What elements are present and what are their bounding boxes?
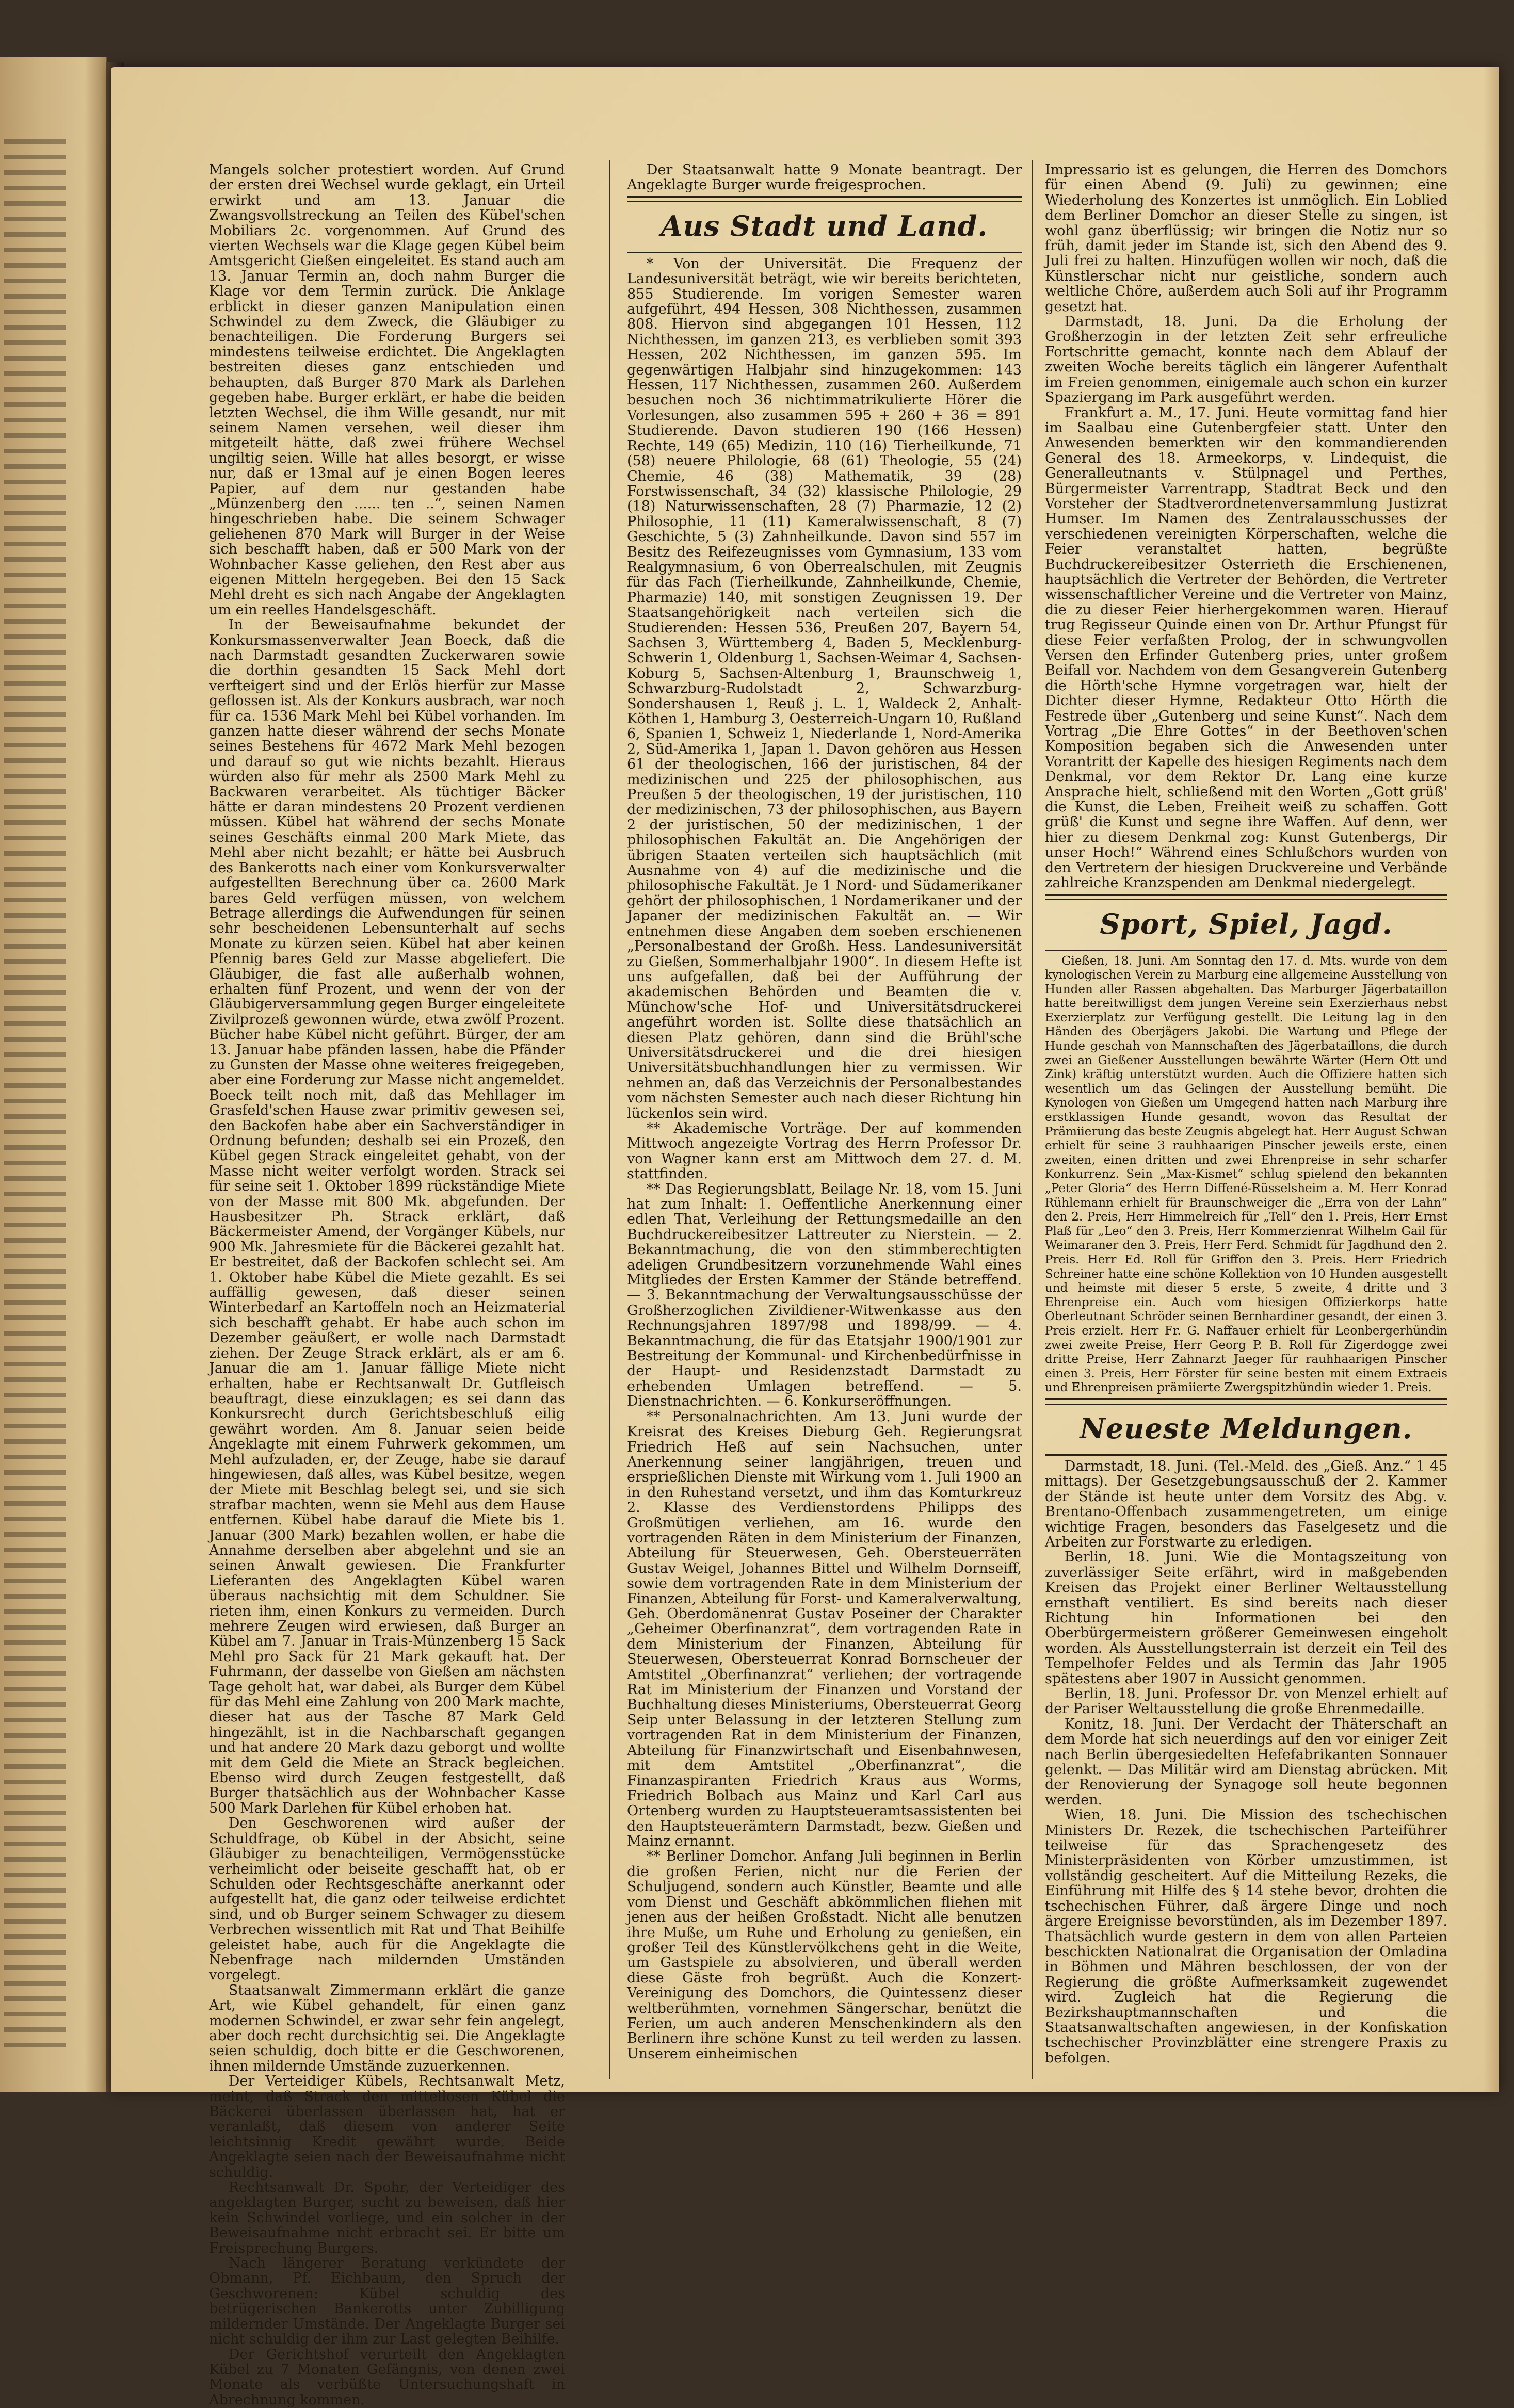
court-report-p8: Der Gerichtshof verurteilt den Angeklagten Kübel zu 7 Monaten Gefängnis, von denen zwei Monate als verbüßte Untersuchungshaft in Abrechnung kommen. [209,2346,565,2408]
news-rule-top [1045,1398,1447,1405]
previous-page-text-line [4,1207,66,1212]
latest-darmstadt: Darmstadt, 18. Juni. (Tel.-Meld. des „Gieß. Anz.“ 1 45 mittags). Der Gesetzgebungsausschuß der 2. Kammer der Stände ist heute unter dem Vorsitz des Abg. v. Brentano-Offenbach zusammengetreten, um einige wichtige Fragen, besonders das Faselgesetz und die Arbeiten zur Forstwarte zu erledigen. [1045,1458,1447,1550]
previous-page-text-line [4,1068,66,1072]
news-regierungsblatt: ** Das Regierungsblatt, Beilage Nr. 18, vom 15. Juni hat zum Inhalt: 1. Oeffentliche Anerkennung einer edlen That, Verleihung der Rettungsmedaille an den Buchdruckereibesitzer Lattreuter zu Nierstein. — 2. Bekanntmachung, die von den stimmberechtigten adeligen Grundbesitzern vorzunehmende Wahl eines Mitgliedes der Ersten Kammer der Stände betreffend. — 3. Bekanntmachung der Verwaltungsausschüsse der Großherzoglichen Zivildiener-Witwenkasse aus den Rechnungsjahren 1897/98 und 1898/99. — 4. Bekanntmachung, die für das Etatsjahr 1900/1901 zur Bestreitung der Kommunal- und Kirchenbedürfnisse in der Haupt- und Residenzstadt Darmstadt zu erhebenden Umlagen betreffend. — 5. Dienstnachrichten. — 6. Konkurseröffnungen. [627,1181,1022,1410]
previous-page-text-line [4,1455,66,1459]
previous-page-text-line [4,820,66,825]
previous-page-text-line [4,1934,66,1939]
previous-page-text-line [4,170,66,175]
previous-page-text-line [4,155,66,159]
sport-dog-show: Gießen, 18. Juni. Am Sonntag den 17. d. Mts. wurde von dem kynologischen Verein zu Marburg eine allgemeine Ausstellung von Hunden aller Rassen abgehalten. Das Marburger Jägerbataillon hatte bereitwilligst dem jungen Vereine sein Exerzierhaus nebst Exerzierplatz zur Verfügung gestellt. Die Leitung lag in den Händen des Oberjägers Jakobi. Die Wartung und Pflege der Hunde geschah von Mannschaften des Jägerbataillons, die durch zwei an Gießener Ausstellungen bewährte Wärter (Hern Ott und Zink) kräftig unterstützt wurden. Auch die Offiziere hatten sich wesentlich um das Gelingen der Ausstellung bemüht. Die Kynologen von Gießen um Umgegend hatten nach Marburg ihre erstklassigen Hunde gesandt, wovon das Resultat der Prämiierung das beste Zeugnis abgelegt hat. Herr August Schwan erhielt für seine 3 rauhhaarigen Pinscher jeweils erste, einen zweiten, einen dritten und zwei Ehrenpreise in sehr scharfer Konkurrenz. Sein „Max-Kismet“ schlug spielend den bekannten „Peter Gloria“ des Herrn Diffené-Rüsselsheim a. M. Herr Konrad Rühlemann erhielt für Braunschweiger die „Erra von der Lahn“ den 2. Preis, Herr Himmelreich für „Tell“ den 1. Preis, Herr Ernst Plaß für „Leo“ den 3. Preis, Herr Kommerzienrat Wilhelm Gail für Weimaraner den 3. Preis, Herr Ferd. Schmidt für Jagdhund den 2. Preis. Herr Ed. Roll für Griffon den 3. Preis. Herr Friedrich Schreiner hatte eine schöne Kollektion von 10 Hunden ausgestellt und heimste mit dieser 5 erste, 5 zweite, 4 dritte und 3 Ehrenpreise ein. Auch vom hiesigen Offizierkorps hatte Oberleutnant Schröder seinen Bernhardiner gesandt, der einen 3. Preis erzielt. Herr Fr. G. Naffauer erhielt für Leonbergerhündin zwei zweite Preise, Herr Georg P. B. Roll für Zigerdogge zwei dritte Preise, Herr Zahnarzt Jaeger für rauhhaarigen Pinscher einen 3. Preis, Herr Förster für seine besten mit einem Extraeis und Ehrenpreisen prämiierte Zwergspitzhündin wieder 1. Preis. [1045,954,1447,1395]
previous-page-text-line [4,217,66,221]
previous-page-text-line [4,1393,66,1397]
previous-page-text-line [4,495,66,500]
news-domchor: ** Berliner Domchor. Anfang Juli beginnen in Berlin die großen Ferien, nicht nur die Ferien der Schuljugend, sondern auch Künstler, Beamte und alle vom Dienst und Geschäft abkömmlichen fliehen mit jenen aus der heißen Großstadt. Nicht alle benutzen ihre Muße, um Ruhe und Erholung zu genießen, ein großer Teil des Künstlervölkchens geht in die Weite, um Gastspiele zu absolvieren, und überall werden diese Gäste froh begrüßt. Auch die Konzert-Vereinigung des Domchors, die Quintessenz dieser weltberühmten, vornehmen Sängerschar, benützt die Ferien, um auch anderen Menschenkindern als den Berlinern ihre schöne Kunst zu teil werden zu lassen. Unserem einheimischen [627,1848,1022,2062]
previous-page-text-line [4,1640,66,1645]
sport-rule-top [1045,894,1447,900]
court-report-p1: Mangels solcher protestiert worden. Auf Grund der ersten drei Wechsel wurde geklagt, ein Urteil erwirkt und am 13. Januar die Zwangsvollstreckung an Teilen des Kübel'schen Mobiliars 2c. vorgenommen. Auf Grund des vierten Wechsels war die Klage gegen Kübel beim Amtsgericht Gießen eingeleitet. Es stand auch am 13. Januar Termin an, doch nahm Burger die Klage vor dem Termin zurück. Die Anklage erblickt in dieser ganzen Manipulation einen Schwindel zu dem Zweck, die Gläubiger zu benachteiligen. Die Forderung Burgers sei mindestens teilweise erdichtet. Die Angeklagten bestreiten dieses ganz entschieden und behaupten, daß Burger 870 Mark als Darlehen gegeben habe. Burger erklärt, er habe die beiden letzten Wechsel, die ihm Wille gesandt, nur mit seinem Namen versehen, weil dieser ihm mitgeteilt hätte, daß zwei frühere Wechsel ungiltig seien. Wille hat alles besorgt, er wisse nur, daß er 13mal auf je einen Bogen leeres Papier, auf dem nur gestanden habe „Münzenberg den ...... ten ..“, seinen Namen hingeschrieben habe. Die seinem Schwager geliehenen 870 Mark will Burger in der Weise sich beschafft haben, daß er 500 Mark von der Wohnbacher Kasse geliehen, den Rest aber aus eigenen Mitteln hergegeben. Bei den 15 Sack Mehl dreht es sich nach Angabe der Angeklagten um ein reelles Handelsgeschäft. [209,162,565,618]
previous-page-text-line [4,959,66,964]
previous-page-text-line [4,743,66,747]
newspaper-page [111,67,1499,2408]
previous-page-text-line [4,1996,66,2001]
court-report-p7: Nach längerer Beratung verkündete der Obmann, Pf. Eichbaum, den Spruch der Geschworenen: Kübel schuldig des betrügerischen Bankerotts unter Zubilligung mildernder Umstände. Der Angeklagte Burger sei nicht schuldig der ihm zur Last gelegten Beihilfe. [209,2255,565,2348]
previous-page-text-line [4,1037,66,1042]
court-report-p5: Der Verteidiger Kübels, Rechtsanwalt Metz, meint, daß Strack den mittellosen Kübel die Bäckerei überlassen überlassen hat, hat er veranlaßt, daß diesem von anderer Seite leichtsinnig Kredit gewährt wurde. Beide Angeklagte seien nach der Beweisaufnahme nicht schuldig. [209,2073,565,2181]
previous-page-text-line [4,2043,66,2047]
previous-page-text-line [4,898,66,902]
previous-page-text-line [4,944,66,949]
previous-page-text-line [4,325,66,330]
previous-page-text-line [4,619,66,624]
latest-konitz: Konitz, 18. Juni. Der Verdacht der Thäterschaft an dem Morde hat sich neuerdings auf den vor einiger Zeit nach Berlin übergesiedelten Hefefabrikanten Sonnauer gelenkt. — Das Militär wird am Dienstag abrücken. Mit der Renovierung der Synagoge soll heute begonnen werden. [1045,1716,1447,1808]
previous-page-text-line [4,1439,66,1444]
latest-wien: Wien, 18. Juni. Die Mission des tschechischen Ministers Dr. Rezek, die tschechischen Parteiführer teilweise für das Sprachengesetz des Ministerpräsidenten von Körber umzustimmen, ist vollständig gescheitert. Auf die Mitteilung Rezeks, die Einführung mit Hilfe des § 14 stehe bevor, drohten die tschechischen Führer, daß ärgere Dinge und noch ärgere Ereignisse bevorstünden, als im Dezember 1897. Thatsächlich wurde gestern in dem von allen Parteien beschickten Nationalrat die Organisation der Omladina in Böhmen und Mähren beschlossen, der von der Regierung die größte Aufmerksamkeit zugewendet wird. Zugleich hat die Regierung die Bezirkshauptmannschaften und die Staatsanwaltschaften angewiesen, in der Konfiskation tschechischer Provinzblätter eine strengere Praxis zu befolgen. [1045,1807,1447,2066]
previous-page-text-line [4,1254,66,1258]
previous-page-text-line [4,1161,66,1165]
previous-page-text-line [4,1873,66,1877]
court-report-ending: Der Staatsanwalt hatte 9 Monate beantragt. Der Angeklagte Burger wurde freigesprochen. [627,162,1022,193]
previous-page-text-line [4,1919,66,1924]
previous-page-text-line [4,696,66,701]
previous-page-text-line [4,511,66,515]
previous-page-text-line [4,1764,66,1769]
previous-page-text-line [4,1950,66,1955]
previous-page-text-line [4,1718,66,1722]
previous-page-text-line [4,774,66,778]
previous-page-text-line [4,1842,66,1846]
previous-page-text-line [4,402,66,407]
previous-page-text-line [4,1733,66,1738]
previous-page-text-line [4,186,66,190]
previous-page-text-line [4,1470,66,1475]
previous-page-text-line [4,1424,66,1428]
previous-page-text-line [4,1099,66,1103]
previous-page-text-line [4,1780,66,1784]
previous-page-text-line [4,1671,66,1676]
previous-page-text-line [4,263,66,268]
previous-page-text-line [4,1223,66,1227]
previous-page-text-line [4,712,66,717]
previous-page-text-line [4,1021,66,1026]
column-1 [209,162,565,2407]
latest-berlin-expo: Berlin, 18. Juni. Wie die Montagszeitung von zuverlässiger Seite erfährt, wird in maßgebenden Kreisen das Projekt einer Berliner Weltausstellung ernsthaft ventiliert. Es sind bereits nach dieser Richtung hin Informationen bei den Oberbürgermeistern größerer Gemeinwesen eingeholt worden. Als Ausstellungsterrain ist derzeit ein Teil des Tempelhofer Feldes und als Termin das Jahr 1905 spätestens aber 1907 in Aussicht genommen. [1045,1549,1447,1687]
news-darmstadt: Darmstadt, 18. Juni. Da die Erholung der Großherzogin in der letzten Zeit sehr erfreuliche Fortschritte gemacht, konnte nach dem Ablauf der zweiten Woche bereits täglich ein längerer Aufenthalt im Freien genommen, einigemale auch schon ein kurzer Spaziergang im Park ausgeführt werden. [1045,314,1447,406]
section-rule-top [627,196,1022,202]
previous-page-text-line [4,1052,66,1057]
previous-page-text-line [4,1114,66,1119]
previous-page-text-line [4,1408,66,1413]
previous-page-text-line [4,1609,66,1614]
previous-page-text-line [4,1192,66,1196]
previous-page-text-line [4,1687,66,1691]
previous-page-text-line [4,1362,66,1366]
previous-page-text-line [4,1377,66,1382]
previous-page-text-line [4,480,66,484]
previous-page-text-line [4,1563,66,1568]
previous-page-text-line [4,356,66,361]
previous-page-text-line [4,1702,66,1707]
section-heading-neueste: Neueste Meldungen. [1080,1411,1413,1445]
previous-page-text-line [4,975,66,980]
previous-page-text-line [4,929,66,933]
previous-page-text-line [4,1130,66,1134]
news-university: * Von der Universität. Die Frequenz der Landesuniversität beträgt, wie wir bereits berichteten, 855 Studierende. Im vorigen Semester waren aufgeführt, 494 Hessen, 308 Nichthessen, zusammen 808. Hiervon sind abgegangen 101 Hessen, 112 Nichthessen, im ganzen 213, es verblieben somit 393 Hessen, 202 Nichthessen, im ganzen 595. Im gegenwärtigen Halbjahr sind hinzugekommen: 143 Hessen, 117 Nichthessen, zusammen 260. Außerdem besuchen noch 36 nichtimmatrikulierte Hörer die Vorlesungen, also zusammen 595 + 260 + 36 = 891 Studierende. Davon studieren 190 (166 Hessen) Rechte, 149 (65) Medizin, 110 (16) Tierheilkunde, 71 (58) neuere Philologie, 68 (61) Theologie, 55 (24) Chemie, 46 (38) Mathematik, 39 (28) Forstwissenschaft, 34 (32) klassische Philologie, 29 (18) Naturwissenschaften, 28 (7) Pharmazie, 12 (2) Philosophie, 11 (11) Kameralwissenschaft, 8 (7) Geschichte, 5 (3) Zahnheilkunde. Davon sind 557 im Besitz des Reifezeugnisses vom Gymnasium, 133 vom Realgymnasium, 6 von Oberrealschulen, mit Zeugnis für das Fach (Tierheilkunde, Zahnheilkunde, Chemie, Pharmazie) 140, mit sonstigen Zeugnissen 19. Der Staatsangehörigkeit nach verteilen sich die Studierenden: Hessen 536, Preußen 207, Bayern 54, Sachsen 3, Württemberg 4, Baden 5, Mecklenburg-Schwerin 1, Oldenburg 1, Sachsen-Weimar 4, Sachsen-Koburg 5, Sachsen-Altenburg 1, Braunschweig 1, Schwarzburg-Rudolstadt 2, Schwarzburg-Sondershausen 1, Reuß j. L. 1, Waldeck 2, Anhalt-Köthen 1, Hamburg 3, Oesterreich-Ungarn 10, Rußland 6, Spanien 1, Schweiz 1, Niederlande 1, Nord-Amerika 2, Süd-Amerika 1, Japan 1. Davon gehören aus Hessen 61 der theologischen, 166 der juristischen, 84 der medizinischen und 225 der philosophischen, aus Preußen 5 der theologischen, 19 der juristischen, 110 der medizinischen, 73 der philosophischen, aus Bayern 2 der juristischen, 50 der medizinischen, 1 der philosophischen Fakultät an. Die Angehörigen der übrigen Staaten verteilen sich hauptsächlich (mit Ausnahme von 4) auf die medizinische und die philosophische Fakultät. Je 1 Nord- und Südamerikaner gehört der philosophischen, 1 Nordamerikaner und der Japaner der medizinischen Fakultät an. — Wir entnehmen diese Angaben dem soeben erschienenen „Personalbestand der Großh. Hess. Landesuniversität zu Gießen, Sommerhalbjahr 1900“. In diesem Hefte ist uns aufgefallen, daß bei der Aufführung der akademischen Behörden und Beamten die v. Münchow'sche Hof- und Universitätsdruckerei angeführt worden ist. Sollte diese thatsächlich an diesen Platz gehören, dann sind die Brühl'sche Universitätsdruckerei und die drei hiesigen Universitätsbuchhandlungen hier zu vermissen. Wir nehmen an, daß das Verzeichnis der Personalbestandes vom nächsten Semester auch nach dieser Richtung hin lückenlos sein wird. [627,255,1022,1121]
previous-page-text-line [4,2027,66,2032]
previous-page-text-line [4,1346,66,1351]
previous-page-text-line [4,1532,66,1537]
previous-page-text-line [4,1656,66,1661]
previous-page-text-line [4,433,66,438]
previous-page-text-line [4,1176,66,1181]
previous-page-text-line [4,1579,66,1583]
court-report-p4: Staatsanwalt Zimmermann erklärt die ganze Art, wie Kübel gehandelt, für einen ganz modernen Schwindel, er zwar sehr fein angelegt, aber doch recht durchsichtig sei. Die Angeklagte seien schuldig, doch bitte er die Geschworenen, ihnen mildernde Umstände zuzuerkennen. [209,1982,565,2074]
previous-page-text-line [4,1981,66,1986]
previous-page-text-line [4,913,66,918]
previous-page-text-line [4,1083,66,1088]
previous-page-text-line [4,310,66,314]
previous-page-text-line [4,1517,66,1521]
previous-page-text-line [4,882,66,887]
previous-page-text-line [4,248,66,252]
previous-page-text-line [4,1284,66,1289]
previous-page-text-line [4,805,66,809]
previous-page-text-line [4,1315,66,1320]
previous-page-text-line [4,650,66,655]
previous-page-text-line [4,1238,66,1243]
previous-page-text-line [4,1006,66,1011]
previous-page-text-line [4,371,66,376]
previous-page-text-line [4,1145,66,1150]
previous-page-text-line [4,1625,66,1630]
previous-page-text-line [4,1594,66,1599]
column-3 [1045,162,1447,2065]
section-heading-sport: Sport, Spiel, Jagd. [1100,907,1393,940]
previous-page-text-line [4,387,66,392]
previous-page-text-line [4,2012,66,2016]
news-lectures: ** Akademische Vorträge. Der auf kommenden Mittwoch angezeigte Vortrag des Herrn Professor Dr. von Wagner kann erst am Mittwoch dem 27. d. M. stattfinden. [627,1120,1022,1182]
column-2 [627,162,1022,2061]
previous-page-text-line [4,851,66,856]
news-rule-bottom [1045,1454,1447,1456]
previous-page-text-line [4,1486,66,1490]
previous-page-text-line [4,1501,66,1506]
previous-page-text-line [4,1331,66,1336]
section-rule-bottom [627,252,1022,253]
previous-page-text-line [4,665,66,670]
previous-page-text-line [4,1300,66,1305]
previous-page-text-line [4,867,66,871]
previous-page-text-line [4,294,66,299]
previous-page-text-line [4,1903,66,1908]
previous-page-text-line [4,1965,66,1970]
previous-page-text-line [4,232,66,237]
previous-page-text-line [4,604,66,608]
previous-page-text-line [4,758,66,763]
previous-page-text-line [4,681,66,686]
news-domchor-cont: Impressario ist es gelungen, die Herren des Domchors für einen Abend (9. Juli) zu gewinnen; eine Wiederholung des Konzertes ist unmöglich. Ein Loblied dem Berliner Domchor an dieser Stelle zu singen, ist wohl ganz überflüssig; wir bringen die Notiz nur so früh, damit jeder im Stande ist, sich den Abend des 9. Juli frei zu halten. Hinzufügen wollen wir noch, daß die Künstlerschar nicht nur geistliche, sondern auch weltliche Chöre, außerdem auch Soli auf ihr Programm gesetzt hat. [1045,162,1447,315]
column-rule-1 [609,160,610,2079]
previous-page-text-line [4,139,66,144]
previous-page-text-line [4,418,66,422]
previous-page-text-line [4,1795,66,1800]
previous-page-text-line [4,1811,66,1815]
section-heading-stadt-und-land: Aus Stadt und Land. [661,209,988,242]
latest-berlin-menzel: Berlin, 18. Juni. Professor Dr. von Menzel erhielt auf der Pariser Weltausstellung die große Ehrenmedaille. [1045,1686,1447,1717]
previous-page-text-line [4,526,66,531]
court-report-p6: Rechtsanwalt Dr. Spohr, der Verteidiger des angeklagten Burger, sucht zu beweisen, daß hier kein Schwindel vorliege, und ein solcher in der Beweisaufnahme nicht erbracht sei. Er bitte um Freisprechung Burgers. [209,2179,565,2256]
previous-page-text-line [4,279,66,283]
court-report-p3: Den Geschworenen wird außer der Schuldfrage, ob Kübel in der Absicht, seine Gläubiger zu benachteiligen, Vermögensstücke verheimlicht oder beiseite geschafft hat, ob er Schulden oder Rechtsgeschäfte anerkannt oder aufgestellt hat, die ganz oder teilweise erdichtet sind, und ob Burger seinem Schwager zu diesem Verbrechen wissentlich mit Rat und That Beihilfe geleistet habe, auch für die Angeklagte die Nebenfrage nach mildernden Umständen vorgelegt. [209,1815,565,1983]
previous-page-text-line [4,990,66,995]
column-rule-2 [1032,160,1033,2079]
previous-page-text-line [4,836,66,840]
previous-page-text-line [4,1548,66,1552]
previous-page-text-line [4,1269,66,1274]
previous-page-text-line [4,1749,66,1753]
previous-page-text-line [4,789,66,794]
previous-page-text-line [4,1888,66,1893]
previous-page-text-line [4,1857,66,1862]
previous-page-edge [0,57,107,2092]
court-report-p2: In der Beweisaufnahme bekundet der Konkursmassenverwalter Jean Boeck, daß die nach Darmstadt gesandten Zuckerwaren sowie die dorthin gesandten 15 Sack Mehl dort verfteigert sind und der Erlös hierfür zur Masse geflossen ist. Als der Konkurs ausbrach, war noch für ca. 1536 Mark Mehl bei Kübel vorhanden. Im ganzen hatte dieser während der sechs Monate seines Bestehens für 4672 Mark Mehl bezogen und darauf so gut wie nichts bezahlt. Hieraus würden also für mehr als 2500 Mark Mehl zu Backwaren verarbeitet. Als tüchtiger Bäcker hätte er daran mindestens 20 Prozent verdienen müssen. Kübel hat während der sechs Monate seines Geschäfts einmal 200 Mark Miete, das Mehl aber nicht bezahlt; er hätte bei Ausbruch des Bankerotts nach einer vom Konkursverwalter aufgestellten Berechnung über ca. 2600 Mark bares Geld verfügen müssen, von welchem Betrage allerdings die Aufwendungen für seinen sehr bescheidenen Lebensunterhalt auf sechs Monate zu kürzen seien. Kübel hat aber keinen Pfennig bares Geld zur Masse abgeliefert. Die Gläubiger, die fast alle außerhalb wohnen, erhalten fünf Prozent, und wenn der von der Gläubigerversammlung gegen Burger eingeleitete Zivilprozeß gewonnen würde, etwa zwölf Prozent. Bücher habe Kübel nicht geführt. Bürger, der am 13. Januar habe pfänden lassen, habe die Pfänder zu Gunsten der Masse ohne weiteres freigegeben, aber eine Forderung zur Masse nicht angemeldet. Boeck teilt noch mit, daß das Mehllager im Grasfeld'schen Hause zwar primitiv gewesen sei, den Backofen habe aber ein Sachverständiger in Ordnung befunden; deshalb sei ein Prozeß, den Kübel gegen Strack eingeleitet gehabt, von der Masse nicht weiter verfolgt worden. Strack sei für seine seit 1. Oktober 1899 rückständige Miete von der Masse mit 800 Mk. abgefunden. Der Hausbesitzer Ph. Strack erklärt, daß Bäckermeister Amend, der Vorgänger Kübels, nur 900 Mk. Jahresmiete für die Bäckerei gezahlt hat. Er bestreitet, daß der Backofen schlecht sei. Am 1. Oktober habe Kübel die Miete gezahlt. Es sei auffällig gewesen, daß dieser seinen Winterbedarf an Kartoffeln noch an Heizmaterial sich beschafft gehabt. Er habe auch schon im Dezember geäußert, er wolle nach Darmstadt ziehen. Der Zeuge Strack erklärt, als er am 6. Januar die am 1. Januar fällige Miete nicht erhalten, habe er Rechtsanwalt Dr. Gutfleisch beauftragt, diese einzuklagen; es sei dann das Konkursrecht durch Gerichtsbeschluß eilig gewährt worden. Am 8. Januar seien beide Angeklagte mit einem Fuhrwerk gekommen, um Mehl aufzuladen, er, der Zeuge, habe sie darauf hingewiesen, daß alles, was Kübel besitze, wegen der Miete mit Beschlag belegt sei, und sie sich strafbar machten, wenn sie Mehl aus dem Hause entfernen. Kübel habe darauf die Miete bis 1. Januar (300 Mark) bezahlen wollen, er habe die Annahme derselben aber abgelehnt und sie an seinen Anwalt gewiesen. Die Frankfurter Lieferanten des Angeklagten Kübel waren überaus nachsichtig mit dem Schuldner. Sie rieten ihm, einen Konkurs zu vermeiden. Durch mehrere Zeugen wird erwiesen, daß Burger an Kübel am 7. Januar in Trais-Münzenberg 15 Sack Mehl pro Sack für 21 Mark gekauft hat. Der Fuhrmann, der dasselbe von Gießen am nächsten Tage geholt hat, war dabei, als Burger dem Kübel für das Mehl eine Zahlung von 200 Mark machte, dieser hat aus der Tasche 87 Mark Geld hingezählt, ist in die Nachbarschaft gegangen und hat andere 20 Mark dazu geborgt und wollte mit dem Geld die Miete an Strack begleichen. Ebenso wird durch Zeugen festgestellt, daß Burger thatsächlich aus der Wohnbacher Kasse 500 Mark Darlehen für Kübel erhoben hat. [209,617,565,1816]
previous-page-text-line [4,588,66,593]
previous-page-text-line [4,449,66,453]
previous-page-text-line [4,557,66,562]
previous-page-text-line [4,340,66,345]
news-personnel: ** Personalnachrichten. Am 13. Juni wurde der Kreisrat des Kreises Dieburg Geh. Regierungsrat Friedrich Heß auf sein Nachsuchen, unter Anerkennung seiner langjährigen, treuen und ersprießlichen Dienste mit Wirkung vom 1. Juli 1900 an in den Ruhestand versetzt, und ihm das Komturkreuz 2. Klasse des Verdienstordens Philipps des Großmütigen verliehen, am 16. wurde den vortragenden Räten in dem Ministerium der Finanzen, Abteilung für Steuerwesen, Geh. Obersteuerräten Gustav Weigel, Johannes Bittel und Wilhelm Dornseiff, sowie dem vortragenden Rate in dem Ministerium der Finanzen, Abteilung für Forst- und Kameralverwaltung, Geh. Oberdomänenrat Gustav Poseiner der Charakter „Geheimer Oberfinanzrat“, dem vortragenden Rate in dem Ministerium der Finanzen, Abteilung für Steuerwesen, Obersteuerrat Konrad Bornscheuer der Amtstitel „Oberfinanzrat“ verliehen; der vortragende Rat im Ministerium der Finanzen und Vorstand der Buchhaltung dieses Ministeriums, Obersteuerrat Georg Seip unter Belassung in der letzteren Stellung zum vortragenden Rat in dem Ministerium der Finanzen, Abteilung für Finanzwirtschaft und Eisenbahnwesen, mit dem Amtstitel „Oberfinanzrat“, die Finanzaspiranten Friedrich Kraus aus Worms, Friedrich Bolbach aus Mainz und Karl Carl aus Ortenberg wurden zu Hauptsteueramtsassistenten bei den Hauptsteuerämtern Darmstadt, bezw. Gießen und Mainz ernannt. [627,1408,1022,1850]
previous-page-text-line [4,573,66,577]
previous-page-text-line [4,634,66,639]
previous-page-text-line [4,1826,66,1831]
page-edge-shadow [1484,67,1499,2092]
previous-page-text-line [4,542,66,546]
news-frankfurt: Frankfurt a. M., 17. Juni. Heute vormittag fand hier im Saalbau eine Gutenbergfeier statt. Unter den Anwesenden bemerkten wir den kommandierenden General des 18. Armeekorps, v. Lindequist, die Generalleutnants v. Stülpnagel und Perthes, Bürgermeister Varrentrapp, Stadtrat Beck und den Vorsteher der Stadtverordnetenversammlung Justizrat Humser. Im Namen des Zentralausschusses der verschiedenen vereinigten Körperschaften, welche die Feier veranstaltet hatten, begrüßte Buchdruckereibesitzer Osterrieth die Erschienenen, hauptsächlich die Vertreter der Behörden, die Vertreter wissenschaftlicher Vereine und die Vertreter von Mainz, die zu dieser Feier hierhergekommen waren. Hierauf trug Regisseur Quinde einen von Dr. Arthur Pfungst für diese Feier verfaßten Prolog, der in schwungvollen Versen den Erfinder Gutenberg pries, unter großem Beifall vor. Nachdem von dem Gesangverein Gutenberg die Hörth'sche Hymne vorgetragen war, hielt der Dichter dieser Hymne, Redakteur Otto Hörth die Festrede über „Gutenberg und seine Kunst“. Nach dem Vortrag „Die Ehre Gottes“ in der Beethoven'schen Komposition begaben sich die Anwesenden unter Vorantritt der Kapelle des hiesigen Regiments nach dem Denkmal, vor dem Rektor Dr. Lang eine kurze Ansprache hielt, schließend mit den Worten „Gott grüß' die Kunst, die Leben, Freiheit weiß zu schaffen. Gott grüß' die Kunst und segne ihre Waffen. Auf denn, wer hier zu diesem Denkmal zog: Kunst Gutenbergs, Dir unser Hoch!“ Während eines Schlußchors wurden von den Vertretern der hiesigen Druckvereine und Verbände zahlreiche Kranzspenden am Denkmal niedergelegt. [1045,404,1447,891]
previous-page-text-line [4,201,66,206]
sport-rule-bottom [1045,950,1447,951]
previous-page-text-line [4,727,66,732]
previous-page-text-line [4,464,66,469]
